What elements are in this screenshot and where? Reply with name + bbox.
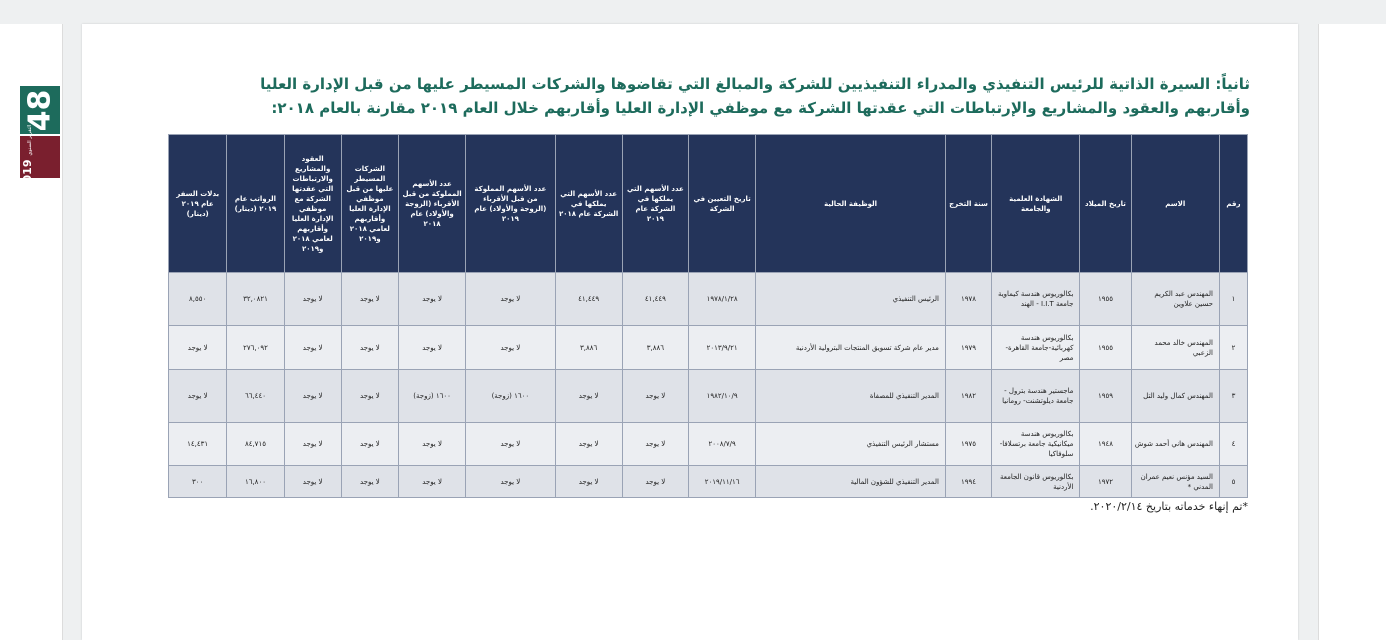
cell: لا يوجد — [284, 326, 341, 370]
header-hire-date: تاريخ التعيين في الشركة — [689, 135, 756, 273]
cell: لا يوجد — [466, 423, 555, 466]
header-birth: تاريخ الميلاد — [1080, 135, 1131, 273]
cell: ٨,٥٥٠ — [169, 273, 227, 326]
cell: ٣٠٠ — [169, 466, 227, 498]
cell: ماجستير هندسة بترول - جامعة ديلوتشنت- رومانيا — [992, 370, 1080, 423]
cell: ٢٠١٣/٩/٢١ — [689, 326, 756, 370]
year-label — [21, 124, 34, 189]
cell: ١٩٨٢/١٠/٩ — [689, 370, 756, 423]
cell: ١٩٧٢ — [1080, 466, 1131, 498]
cell: لا يوجد — [398, 326, 465, 370]
cell: ١٩٧٨/١/٢٨ — [689, 273, 756, 326]
cell: الرئيس التنفيذي — [756, 273, 946, 326]
cell: لا يوجد — [466, 466, 555, 498]
header-grad-year: سنة التخرج — [945, 135, 991, 273]
table-row — [169, 326, 1248, 370]
cell: ١٩٧٨ — [945, 273, 991, 326]
cell: لا يوجد — [555, 370, 622, 423]
cell: المهندس عبد الكريم حسين علاوين — [1131, 273, 1219, 326]
cell: ٢٧٦,٠٩٢ — [227, 326, 284, 370]
cell: مدير عام شركة تسويق المنتجات البترولية الأردنية — [756, 326, 946, 370]
cell: ١٩٧٩ — [945, 326, 991, 370]
executives-table — [168, 134, 1248, 498]
cell: ٣ — [1219, 370, 1247, 423]
cell: لا يوجد — [341, 423, 398, 466]
cell: بكالوريوس هندسة كهربائية-جامعة القاهرة-مصر — [992, 326, 1080, 370]
cell: بكالوريوس هندسة كيماوية جامعة I.I.T - الهند — [992, 273, 1080, 326]
cell: لا يوجد — [284, 273, 341, 326]
next-page[interactable] — [1318, 24, 1386, 640]
cell: السيد مؤنس نعيم عمران المدني * — [1131, 466, 1219, 498]
cell: المهندس هاني أحمد شوش — [1131, 423, 1219, 466]
year-value: 2019 — [20, 159, 34, 190]
table-row — [169, 370, 1248, 423]
header-controlled-companies: الشركات المسيطر عليها من قبل موظفي الإدارة العليا وأقاربهم لعامي ٢٠١٨ و٢٠١٩ — [341, 135, 398, 273]
cell: ١٦٠٠ (زوجة) — [466, 370, 555, 423]
table-row — [169, 466, 1248, 498]
header-contracts: العقود والمشاريع والارتباطات التي عقدتها الشركة مع موظفي الإدارة العليا وأقاربهم لعامي ٢٠١٨ و٢٠١٩ — [284, 135, 341, 273]
cell: ٣٢,٠٨٢١ — [227, 273, 284, 326]
cell: لا يوجد — [341, 326, 398, 370]
cell: ١٩٨٢ — [945, 370, 991, 423]
cell: ١٤,٤٣١ — [169, 423, 227, 466]
cell: لا يوجد — [284, 370, 341, 423]
cell: ١٩٥٥ — [1080, 273, 1131, 326]
cell: ٨٤,٧١٥ — [227, 423, 284, 466]
cell: المدير التنفيذي للمصفاة — [756, 370, 946, 423]
cell: لا يوجد — [284, 466, 341, 498]
header-relatives-shares-2018: عدد الأسهم المملوكة من قبل الأقرباء (الزوجة والأولاد) عام ٢٠١٨ — [398, 135, 465, 273]
section-title — [180, 72, 1250, 120]
cell: ٥ — [1219, 466, 1247, 498]
cell: ١٦,٨٠٠ — [227, 466, 284, 498]
header-relatives-shares-2019: عدد الأسهم المملوكة من قبل الأقرباء (الزوجة والأولاد) عام ٢٠١٩ — [466, 135, 555, 273]
header-shares-2019: عدد الأسهم التي يملكها في الشركة عام ٢٠١٩ — [622, 135, 688, 273]
page-number: 48 — [22, 89, 58, 131]
cell: لا يوجد — [398, 466, 465, 498]
header-travel-allowance: بدلات السفر عام ٢٠١٩ (دينار) — [169, 135, 227, 273]
cell: بكالوريوس هندسة ميكانيكية جامعة برتسلافا-سلوفاكيا — [992, 423, 1080, 466]
cell: لا يوجد — [341, 273, 398, 326]
cell: ٦٦,٤٤٠ — [227, 370, 284, 423]
cell: ٢ — [1219, 326, 1247, 370]
footnote: *تم إنهاء خدماته بتاريخ ٢٠٢٠/٢/١٤. — [1090, 500, 1248, 513]
cell: المهندس خالد محمد الزعبي — [1131, 326, 1219, 370]
cell: ١٦٠٠ (زوجة) — [398, 370, 465, 423]
cell: ٢٠٠٨/٧/٩ — [689, 423, 756, 466]
cell: ١٩٩٤ — [945, 466, 991, 498]
cell: لا يوجد — [284, 423, 341, 466]
cell: لا يوجد — [555, 423, 622, 466]
cell: ٣,٨٨٦ — [622, 326, 688, 370]
table-row — [169, 423, 1248, 466]
title-line-1: ثانياً: السيرة الذاتية للرئيس التنفيذي والمدراء التنفيذيين للشركة والمبالغ التي تقاضوها والشركات المسيطر عليها من قبل الإدارة العليا — [260, 75, 1250, 93]
cell: المدير التنفيذي للشؤون المالية — [756, 466, 946, 498]
cell: لا يوجد — [466, 273, 555, 326]
year-tab — [20, 124, 60, 190]
cell: ٤١,٤٤٩ — [622, 273, 688, 326]
cell: بكالوريوس قانون الجامعة الأردنية — [992, 466, 1080, 498]
cell: ١٩٧٥ — [945, 423, 991, 466]
cell: ٢٠١٩/١١/١٦ — [689, 466, 756, 498]
cell: ١٩٥٩ — [1080, 370, 1131, 423]
cell: ٤ — [1219, 423, 1247, 466]
header-degree: الشهادة العلمية والجامعة — [992, 135, 1080, 273]
cell: لا يوجد — [169, 326, 227, 370]
cell: لا يوجد — [622, 466, 688, 498]
cell: لا يوجد — [169, 370, 227, 423]
viewer-toolbar — [0, 0, 1386, 24]
cell: لا يوجد — [398, 273, 465, 326]
cell: ٤١,٤٤٩ — [555, 273, 622, 326]
cell: لا يوجد — [341, 466, 398, 498]
header-name: الاسم — [1131, 135, 1219, 273]
cell: ٣,٨٨٦ — [555, 326, 622, 370]
table-row — [169, 273, 1248, 326]
cell: لا يوجد — [341, 370, 398, 423]
report-subtitle: التقرير السنوي — [26, 124, 33, 156]
cell: مستشار الرئيس التنفيذي — [756, 423, 946, 466]
header-no: رقم — [1219, 135, 1247, 273]
title-line-2: وأقاربهم والعقود والمشاريع والإرتباطات التي عقدتها الشركة مع موظفي الإدارة العليا وأقاربهم خلال العام ٢٠١٩ مقارنة بالعام ٢٠١٨: — [271, 99, 1250, 117]
cell: لا يوجد — [398, 423, 465, 466]
cell: ١٩٤٨ — [1080, 423, 1131, 466]
cell: لا يوجد — [622, 370, 688, 423]
cell: لا يوجد — [466, 326, 555, 370]
header-salaries: الرواتب عام ٢٠١٩ (دينار) — [227, 135, 284, 273]
cell: لا يوجد — [555, 466, 622, 498]
table-header-row — [169, 135, 1248, 273]
header-shares-2018: عدد الأسهم التي يملكها في الشركة عام ٢٠١٨ — [555, 135, 622, 273]
cell: ١ — [1219, 273, 1247, 326]
header-position: الوظيفة الحالية — [756, 135, 946, 273]
cell: لا يوجد — [622, 423, 688, 466]
cell: المهندس كمال وليد التل — [1131, 370, 1219, 423]
cell: ١٩٥٥ — [1080, 326, 1131, 370]
